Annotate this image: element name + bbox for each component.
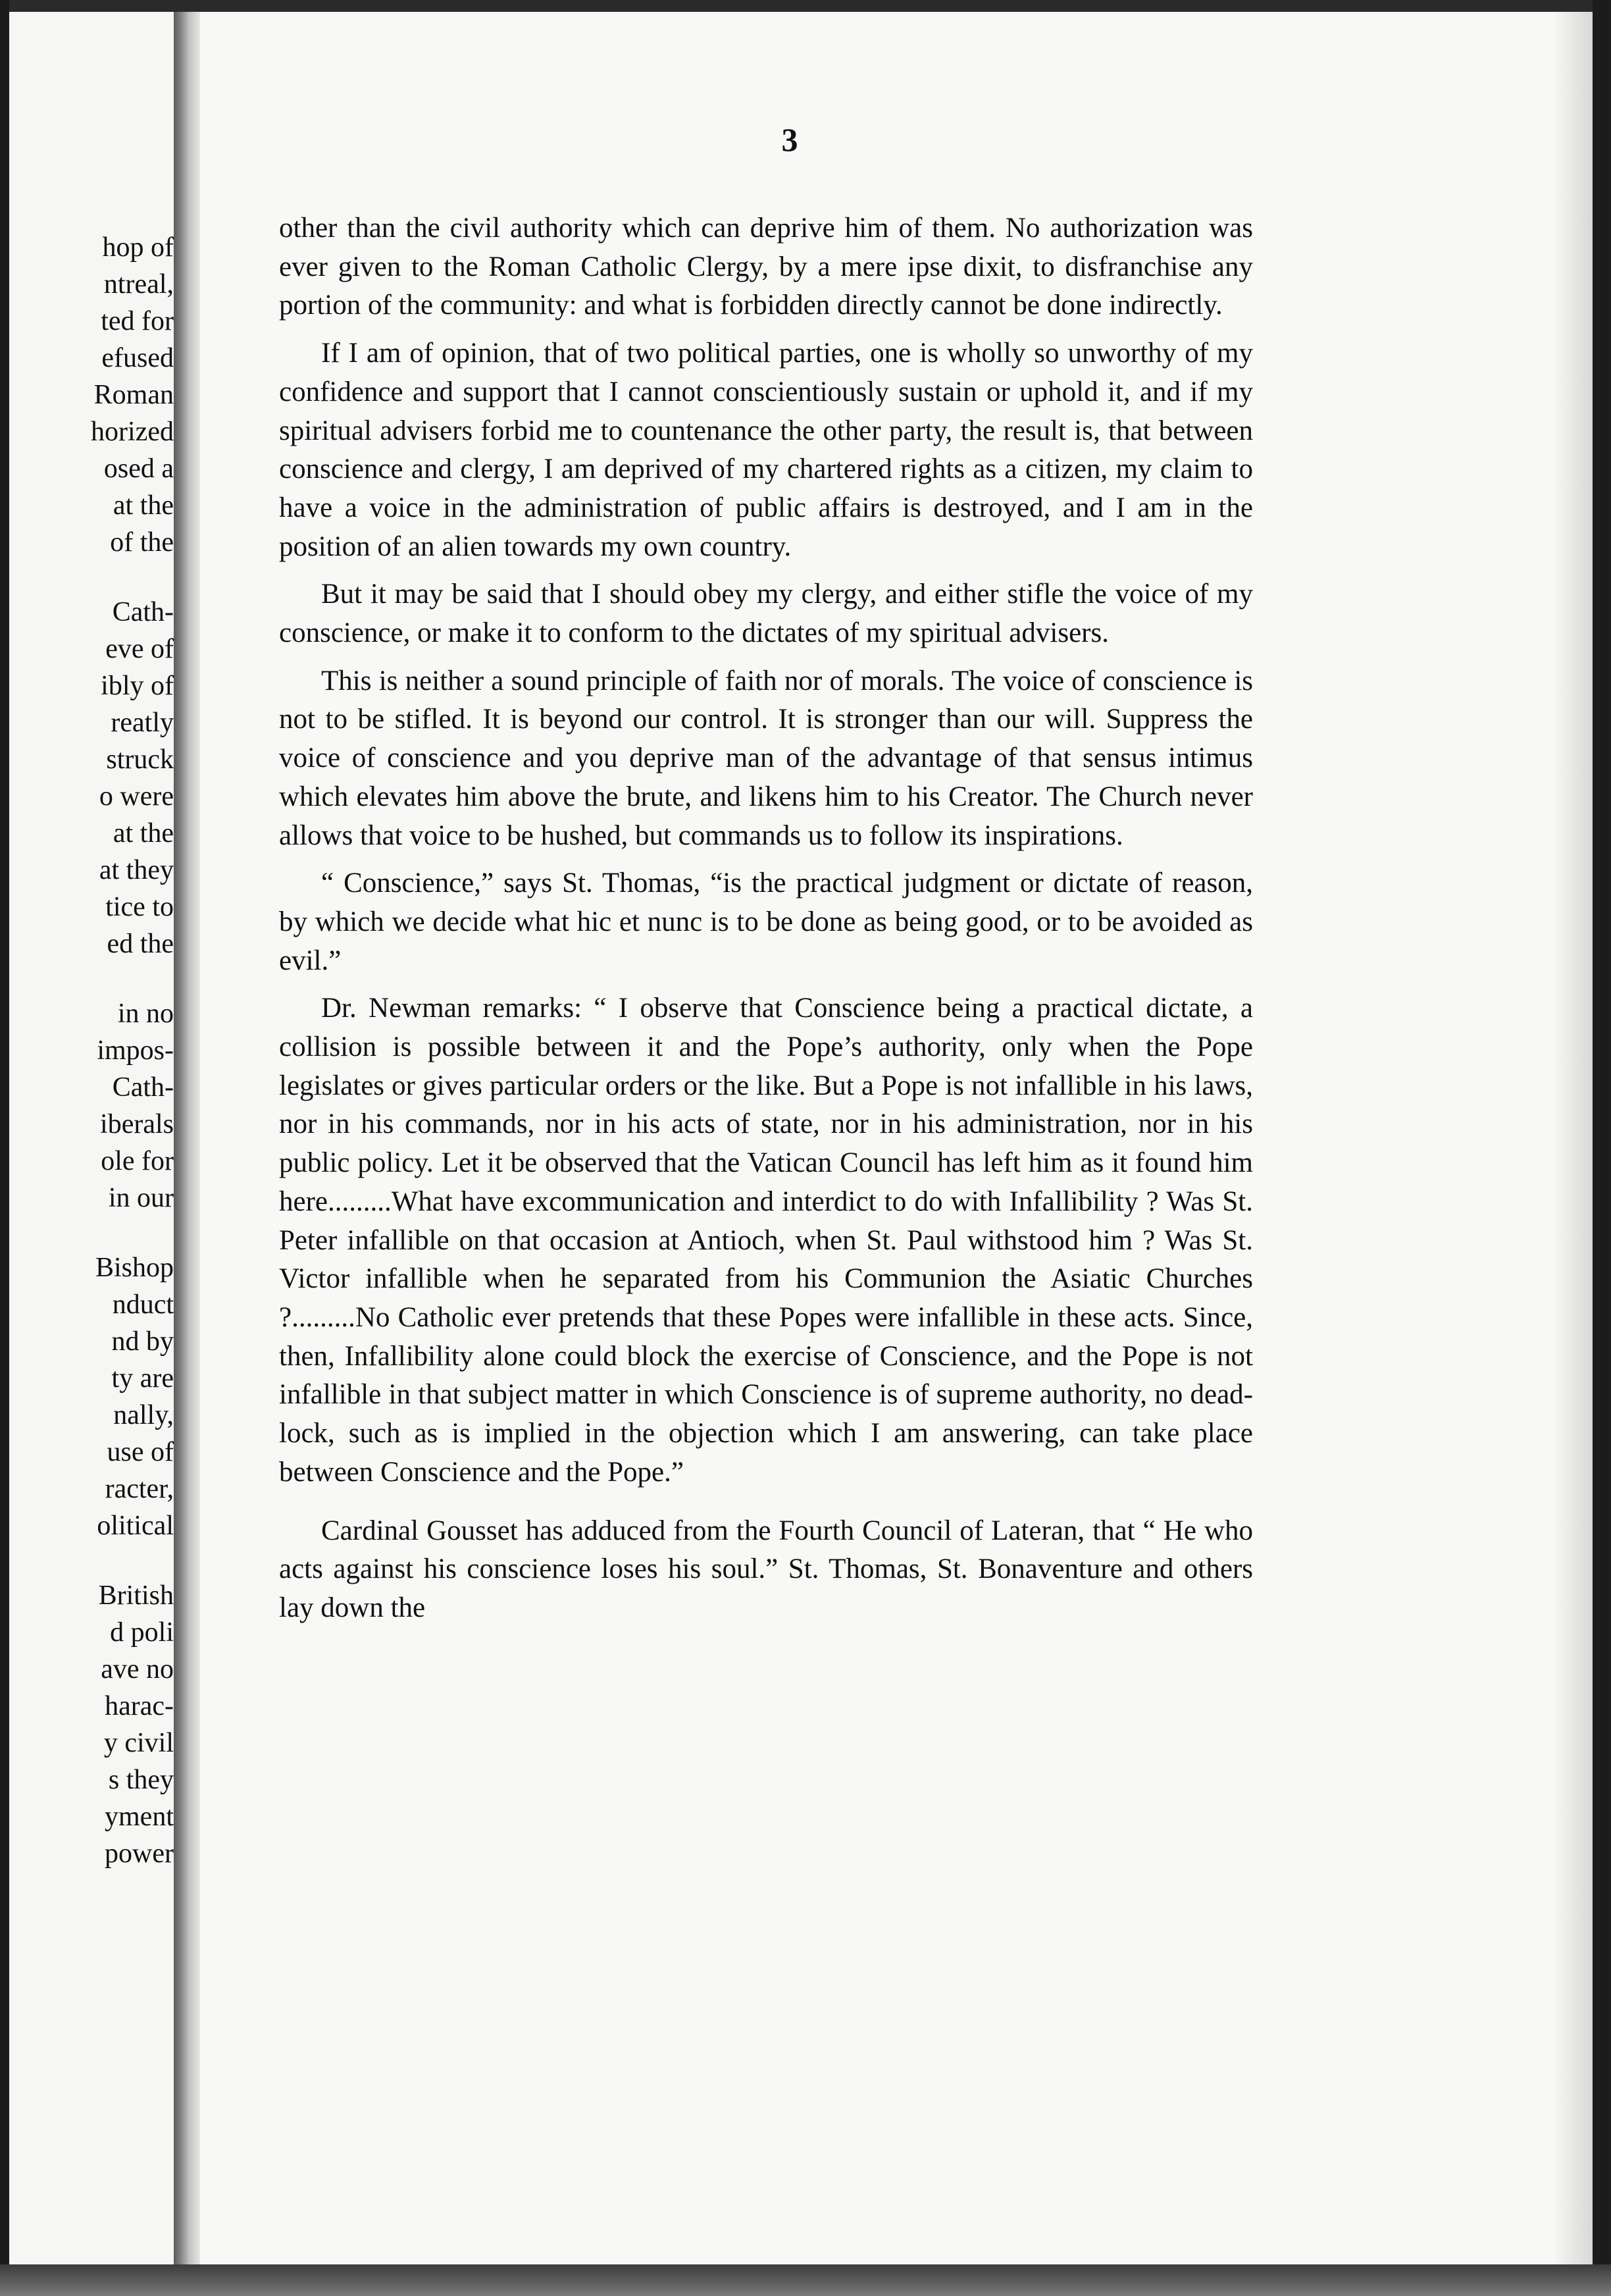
left-page-line: nally, [113, 1400, 174, 1430]
left-page-line: in our [108, 1183, 174, 1213]
body-text [279, 209, 1253, 1628]
left-page-line: tice to [105, 892, 174, 922]
paragraph: “ Conscience,” says St. Thomas, “is the practical judgment or dictate of reason, by which we decide what hic et nunc is to be done as being good, or to be avoided as evil.” [279, 868, 1253, 976]
left-page-line: struck [106, 744, 174, 775]
page-fold-shadow [1556, 12, 1593, 2264]
page-number: 3 [781, 121, 798, 158]
left-page-line: of the [110, 527, 174, 558]
binding-gutter [174, 12, 200, 2264]
left-page-line: ed the [107, 929, 174, 959]
left-page-line: efused [101, 343, 174, 373]
left-page-line: hop of [102, 232, 174, 263]
paragraph: other than the civil authority which can deprive him of them. No authorization was ever given to the Roman Catholic Clergy, by a mere ipse dixit, to disfranchise any portion of the community: and what is forbidden directly cannot be done indirectly. [279, 213, 1253, 321]
left-page-line: ntreal, [103, 269, 174, 300]
left-page-line: at they [99, 855, 174, 885]
left-page-line: horized [91, 417, 174, 447]
left-page-line: ted for [101, 306, 174, 336]
left-page-line: d poli [110, 1617, 174, 1648]
paragraph: But it may be said that I should obey my clergy, and either stifle the voice of my conscience, or make it to conform to the dictates of my spiritual advisers. [279, 579, 1253, 649]
left-page-line: ave no [101, 1654, 174, 1684]
paragraph: If I am of opinion, that of two political parties, one is wholly so unworthy of my confidence and support that I cannot conscientiously sustain or uphold it, and if my spiritual advisers forbid me to countenance the other party, the result is, that between conscience and clergy, I am deprived of my chartered rights as a citizen, my claim to have a voice in the administration of public affairs is destroyed, and I am in the position of an alien towards my own country. [279, 338, 1253, 562]
left-page-line: racter, [105, 1474, 174, 1504]
left-page-line: olitical [97, 1511, 174, 1541]
left-page-line: iberals [100, 1109, 174, 1139]
left-page-line: power [105, 1839, 174, 1869]
left-page-line: y civil [103, 1728, 174, 1758]
left-page-line: impos- [97, 1035, 174, 1066]
previous-page-fragment [9, 12, 174, 2264]
left-page-line: ole for [101, 1146, 174, 1176]
paragraph: This is neither a sound principle of faith nor of morals. The voice of conscience is not to be stifled. It is beyond our control. It is stronger than our will. Suppress the voice of conscience and you deprive man of the advantage of that sensus intimus which elevates him above the brute, and likens him to his Creator. The Church never allows that voice to be hushed, but commands us to follow its inspirations. [279, 665, 1253, 851]
left-page-line: British [98, 1580, 174, 1611]
left-page-line: at the [113, 818, 174, 848]
scan-border-left [0, 0, 9, 2296]
left-page-line: reatly [111, 708, 174, 738]
left-page-line: s they [108, 1765, 174, 1795]
scan-border-bottom [0, 2264, 1611, 2296]
left-page-line: ty are [111, 1363, 174, 1394]
left-page-line: in no [117, 999, 174, 1029]
left-page-line: osed a [103, 454, 174, 484]
left-page-line: nd by [111, 1326, 174, 1357]
paragraph: Cardinal Gousset has adduced from the Fourth Council of Lateran, that “ He who acts against his conscience loses his soul.” St. Thomas, St. Bonaventure and others lay down the [279, 1515, 1253, 1623]
left-page-line: Cath- [112, 597, 174, 627]
left-page-line: Roman [93, 380, 174, 410]
left-page-line: Cath- [112, 1072, 174, 1103]
left-page-line: use of [107, 1437, 174, 1467]
left-page-line: o were [99, 781, 174, 812]
left-page-line: at the [113, 490, 174, 521]
left-page-line: yment [105, 1802, 174, 1832]
left-page-line: nduct [112, 1290, 174, 1320]
paragraph: Dr. Newman remarks: “ I observe that Conscience being a practical dictate, a collision is possible between it and the Pope’s authority, only when the Pope legislates or gives particular orders or the like. But a Pope is not infallible in his laws, nor in his commands, nor in his acts of state, nor in his administration, nor in his public policy. Let it be observed that the Vatican Council has left him as it found him here.........What have excommunication and interdict to do with Infallibility ? Was St. Peter infallible on that occasion at Antioch, when St. Paul withstood him ? Was St. Victor infallible when he separated from his Communion the Asiatic Churches ?.........No Catholic ever pretends that these Popes were infallible in these acts. Since, then, Infallibility alone could block the exercise of Conscience, and the Pope is not infallible in that subject matter in which Conscience is of supreme authority, no dead-lock, such as is implied in the objection which I am answering, can take place between Conscience and the Pope.” [279, 993, 1253, 1488]
left-page-line: Bishop [95, 1253, 174, 1283]
left-page-line: ibly of [101, 671, 174, 701]
left-page-line: eve of [105, 634, 174, 664]
scan-border-right [1593, 0, 1611, 2296]
left-page-line: harac- [105, 1691, 174, 1721]
scan-border-top [0, 0, 1611, 12]
